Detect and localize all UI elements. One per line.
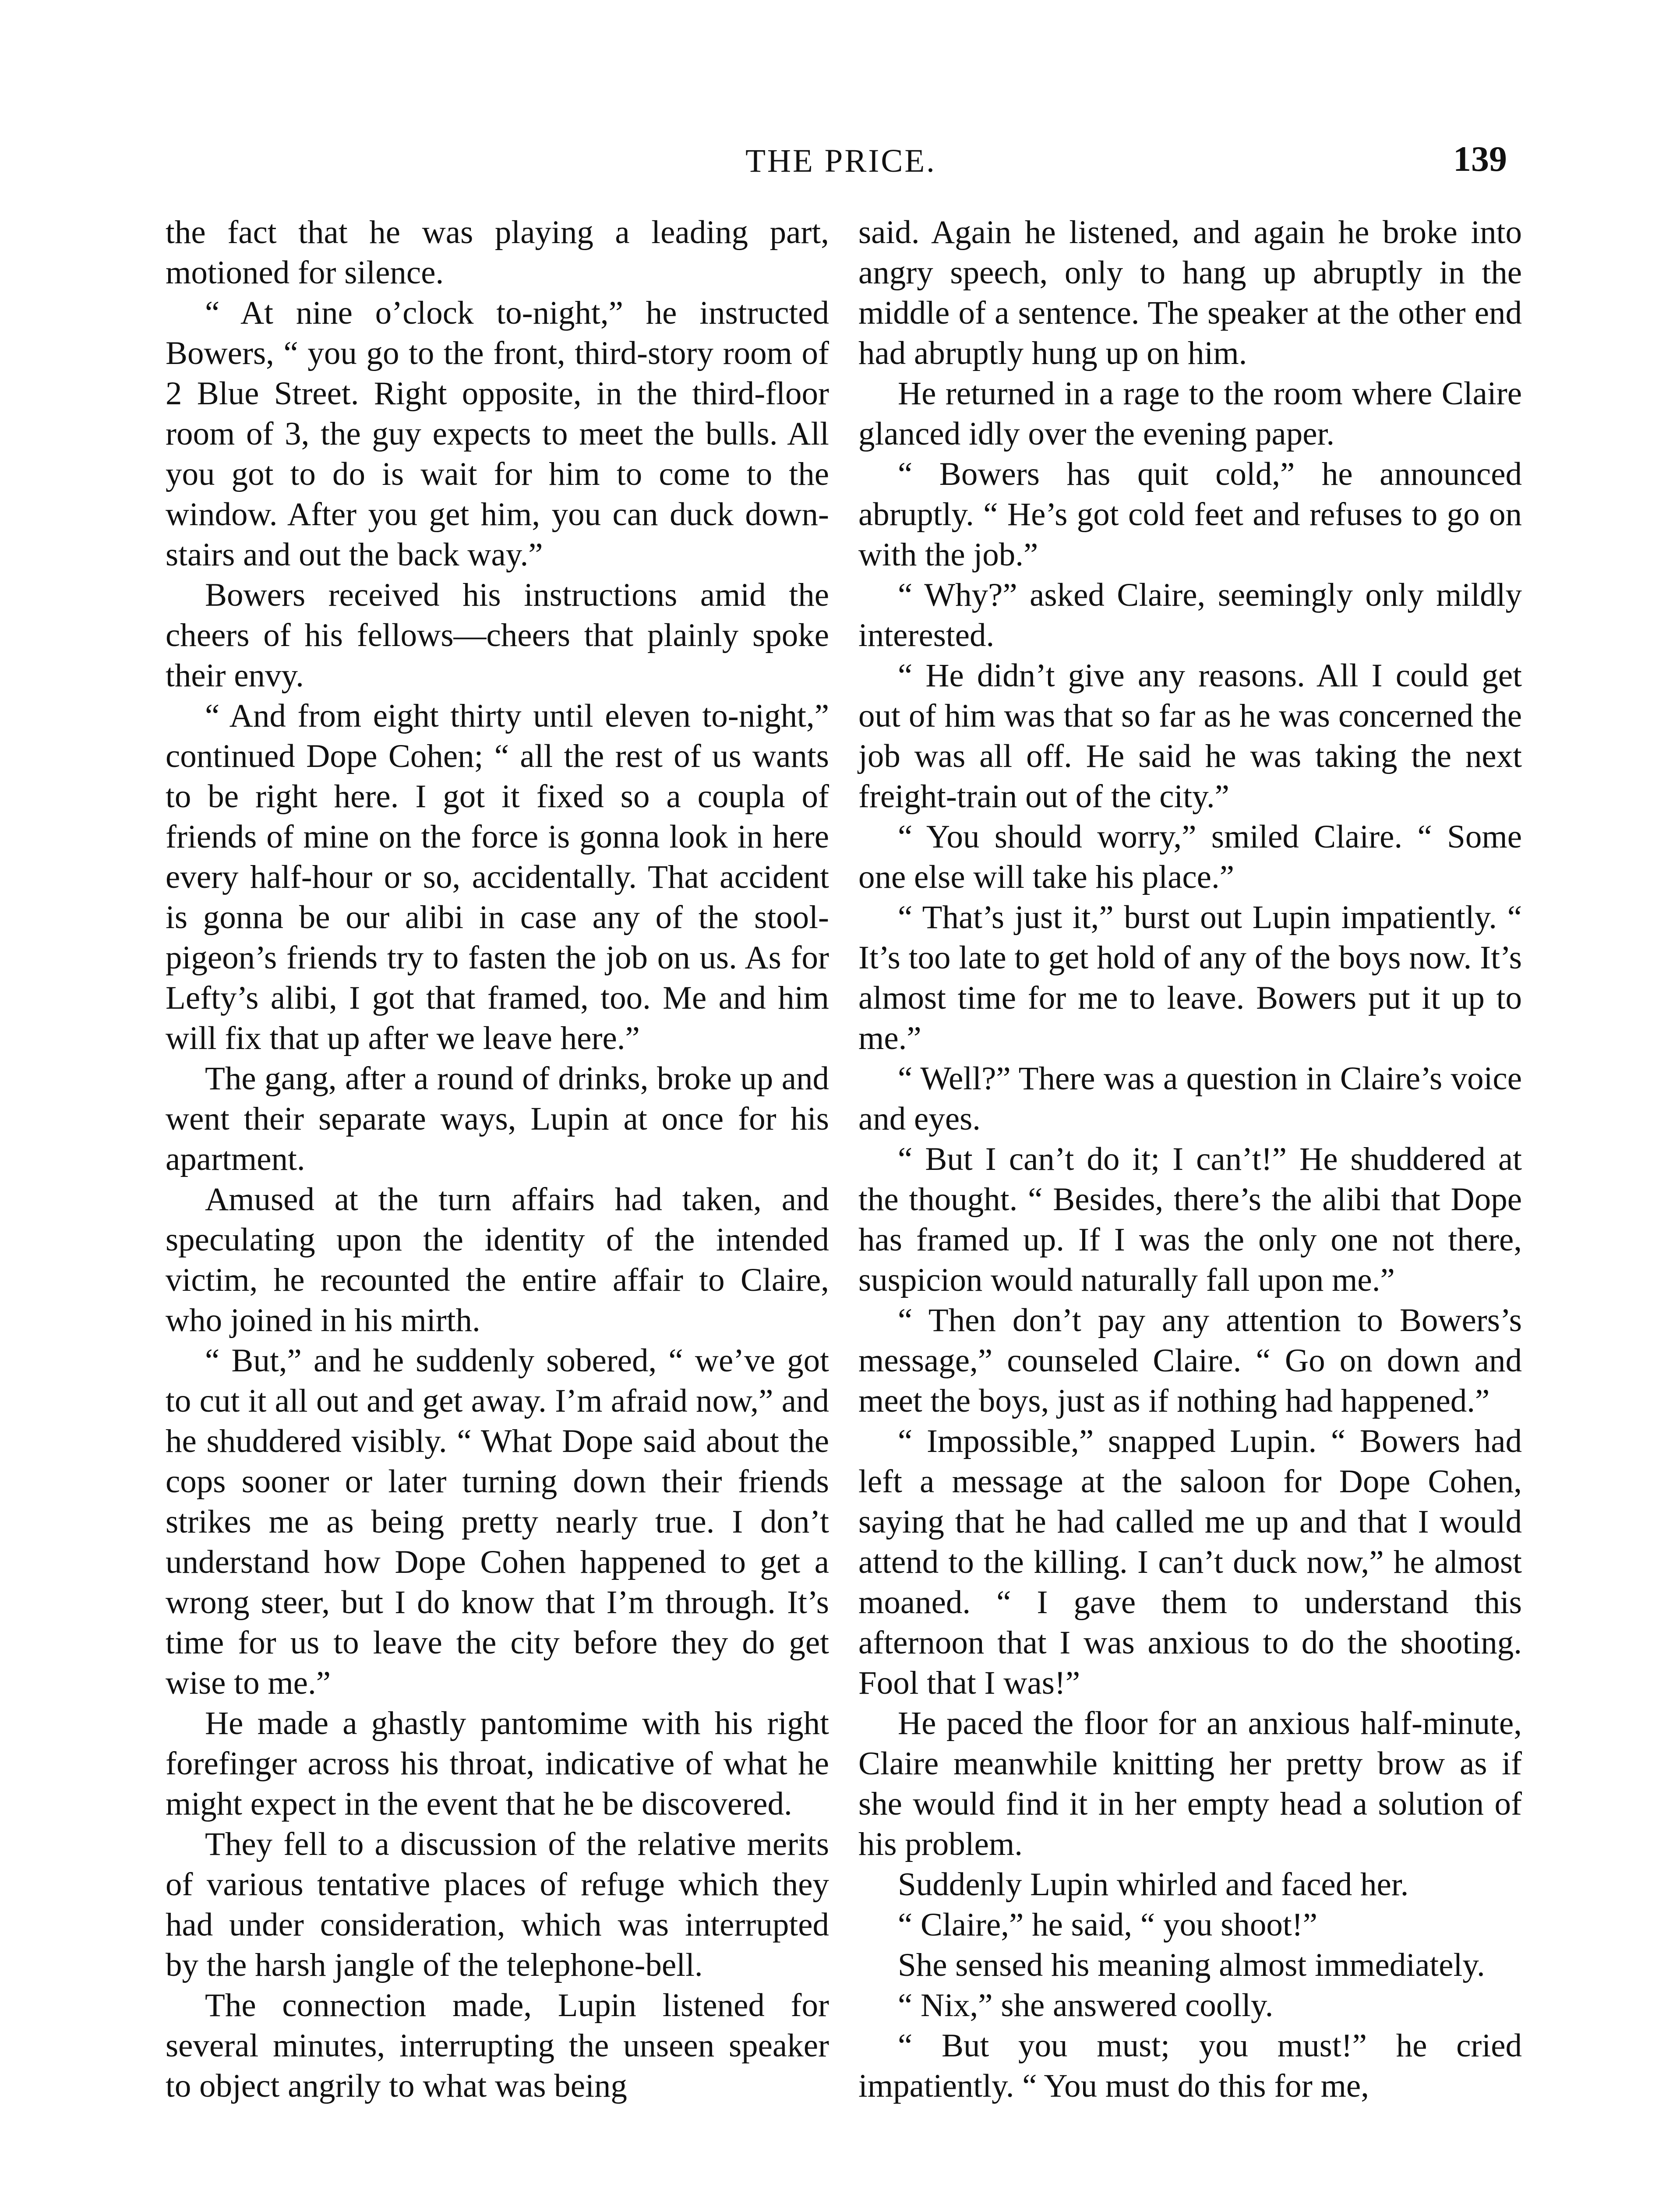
paragraph: “ Nix,” she answered coolly. — [898, 1987, 1274, 2024]
paragraph: Suddenly Lupin whirled and faced her. — [898, 1866, 1409, 1903]
paragraph: “ Claire,” he said, “ you shoot!” — [898, 1907, 1318, 1943]
paragraph: They fell to a discussion of the relative merits of various tentative places of refuge which they had under consideration, which was interrupted by the harsh jangle of the telephone-bell. — [166, 1826, 829, 1983]
paragraph: Bowers received his instructions amid the cheers of his fellows—cheers that plainly spoke their envy. — [166, 577, 829, 694]
paragraph: He made a ghastly pantomime with his right forefinger across his throat, indicative of what he might expect in the event that he be discovered. — [166, 1705, 829, 1822]
paragraph: “ Impossible,” snapped Lupin. “ Bowers had left a message at the saloon for Dope Cohen, saying that he had called me up and that I would attend to the killing. I can’t duck now,” he almost moaned. “ I gave them to understand this afternoon that I was anxious to do the shooting. Fool that I was!” — [858, 1423, 1522, 1701]
paragraph: “ At nine o’clock to-night,” he instructed Bowers, “ you go to the front, third-story room of 2 Blue Street. Right opposite, in the third-floor room of 3, the guy expects to meet the bulls. All you got to do is wait for him to come to the window. After you get him, you can duck down-stairs and out the back way.” — [166, 295, 829, 573]
paragraph: Amused at the turn affairs had taken, and speculating upon the identity of the intended victim, he recounted the entire affair to Claire, who joined in his mirth. — [166, 1181, 829, 1339]
paragraph: The gang, after a round of drinks, broke up and went their separate ways, Lupin at once for his apartment. — [166, 1060, 829, 1177]
continued-paragraph: said. Again he listened, and again he broke into angry speech, only to hang up abruptly in the middle of a sentence. The speaker at the other end had abruptly hung up on him. — [858, 214, 1522, 371]
paragraph: “ Well?” There was a question in Claire’s voice and eyes. — [858, 1060, 1522, 1137]
paragraph: “ He didn’t give any reasons. All I could get out of him was that so far as he was concerned the job was all off. He said he was taking the next freight-train out of the city.” — [858, 657, 1522, 815]
running-header-title: THE PRICE. — [745, 143, 936, 179]
paragraph: “ Why?” asked Claire, seemingly only mildly interested. — [858, 577, 1522, 653]
paragraph: He returned in a rage to the room where Claire glanced idly over the evening paper. — [858, 375, 1522, 452]
page-number: 139 — [1453, 139, 1507, 179]
paragraph: “ You should worry,” smiled Claire. “ Some one else will take his place.” — [858, 819, 1522, 895]
continued-paragraph: the fact that he was playing a leading part, motioned for silence. — [166, 214, 829, 291]
paragraph: He paced the floor for an anxious half-minute, Claire meanwhile knitting her pretty brow as if she would find it in her empty head a solution of his problem. — [858, 1705, 1522, 1862]
text-column-right — [858, 212, 1522, 2106]
paragraph: The connection made, Lupin listened for several minutes, interrupting the unseen speaker to object angrily to what was being — [166, 1987, 829, 2104]
paragraph: “ But,” and he suddenly sobered, “ we’ve got to cut it all out and get away. I’m afraid now,” and he shuddered visibly. “ What Dope said about the cops sooner or later turning down their friends strikes me as being pretty nearly true. I don’t understand how Dope Cohen happened to get a wrong steer, but I do know that I’m through. It’s time for us to leave the city before they do get wise to me.” — [166, 1342, 829, 1701]
text-column-left — [166, 212, 829, 2106]
paragraph: “ And from eight thirty until eleven to-night,” continued Dope Cohen; “ all the rest of us wants to be right here. I got it fixed so a coupla of friends of mine on the force is gonna look in here every half-hour or so, accidentally. That accident is gonna be our alibi in case any of the stool-pigeon’s friends try to fasten the job on us. As for Lefty’s alibi, I got that framed, too. Me and him will fix that up after we leave here.” — [166, 698, 829, 1056]
paragraph: “ That’s just it,” burst out Lupin impatiently. “ It’s too late to get hold of any of the boys now. It’s almost time for me to leave. Bowers put it up to me.” — [858, 899, 1522, 1056]
paragraph: “ But you must; you must!” he cried impatiently. “ You must do this for me, — [858, 2028, 1522, 2104]
paragraph: “ But I can’t do it; I can’t!” He shuddered at the thought. “ Besides, there’s the alibi that Dope has framed up. If I was the only one not there, suspicion would naturally fall upon me.” — [858, 1141, 1522, 1298]
paragraph: “ Bowers has quit cold,” he announced abruptly. “ He’s got cold feet and refuses to go on with the job.” — [858, 456, 1522, 573]
paragraph: “ Then don’t pay any attention to Bowers’s message,” counseled Claire. “ Go on down and meet the boys, just as if nothing had happened.” — [858, 1302, 1522, 1419]
paragraph: She sensed his meaning almost immediately. — [898, 1947, 1485, 1983]
